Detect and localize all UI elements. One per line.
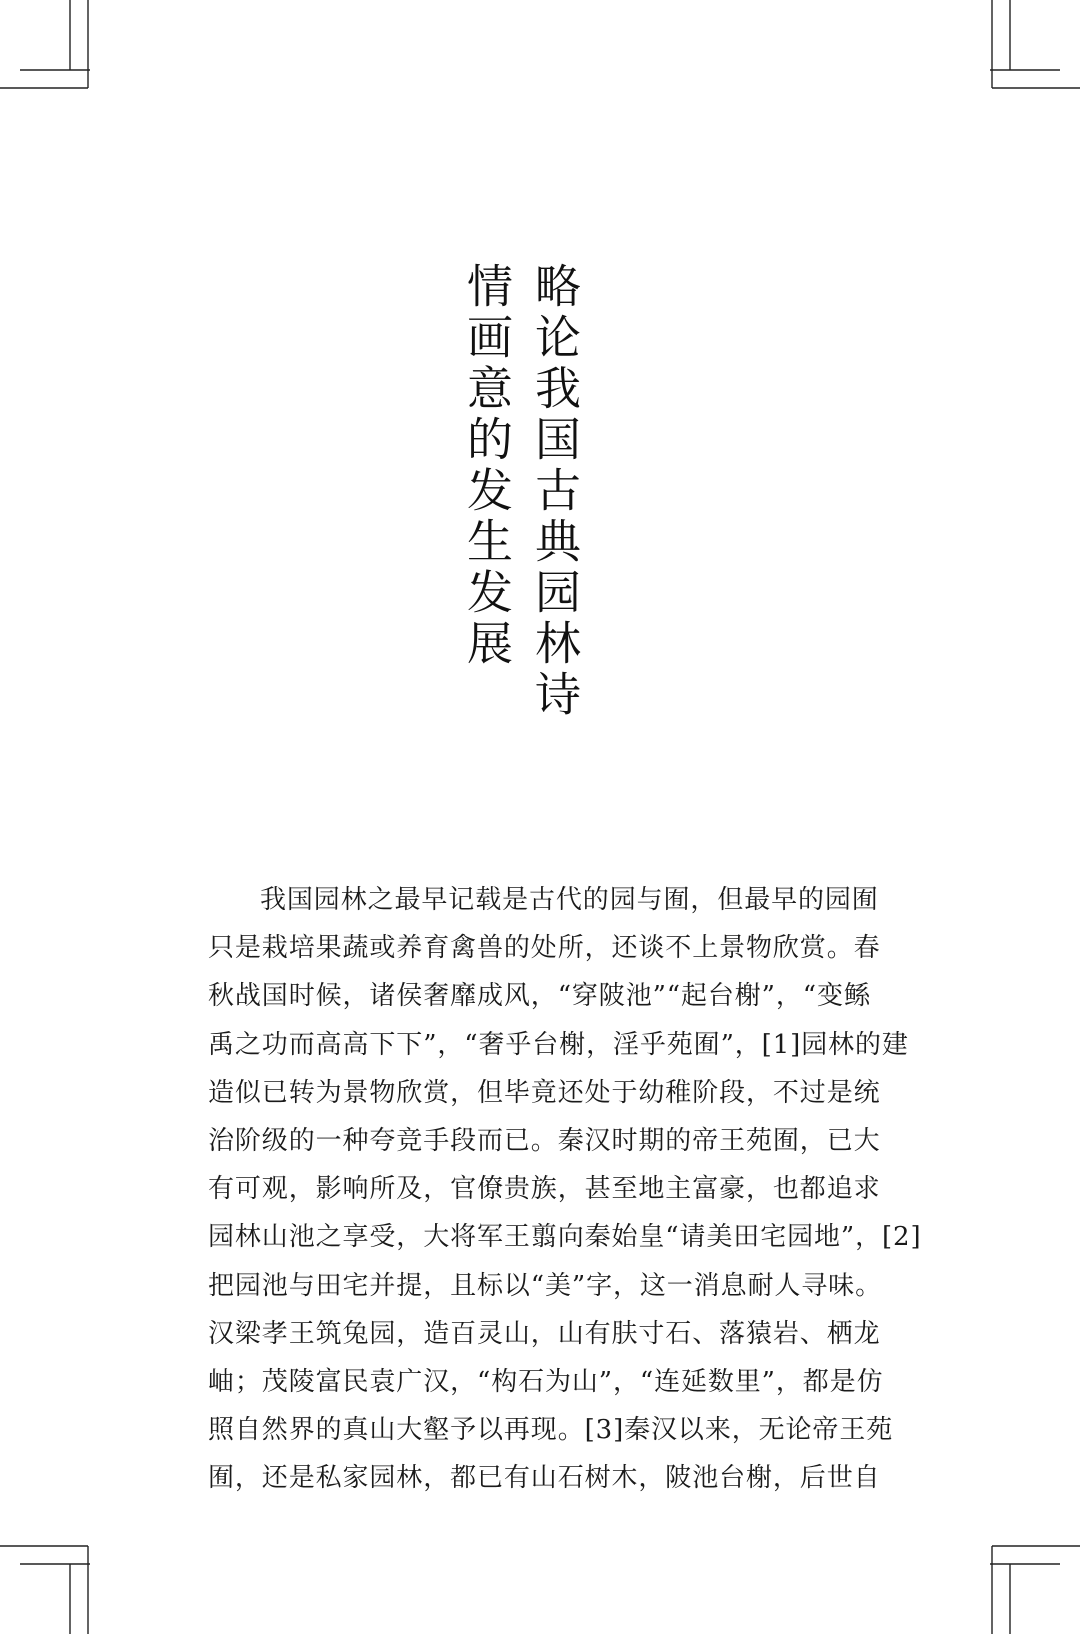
body-line: 汉梁孝王筑兔园，造百灵山，山有肤寸石、落猿岩、栖龙 [208, 1318, 881, 1349]
chapter-title [460, 262, 582, 721]
crop-mark-bottom-right [990, 1544, 1080, 1634]
body-paragraph [208, 876, 922, 1502]
body-line: 只是栽培果蔬或养育禽兽的处所，还谈不上景物欣赏。春 [208, 933, 881, 964]
crop-mark-bottom-left [0, 1544, 90, 1634]
body-line: 我国园林之最早记载是古代的园与囿，但最早的园囿 [260, 885, 879, 915]
body-line: 禹之功而高高下下”，“奢乎台榭，淫乎苑囿”，[1]园林的建 [208, 1029, 909, 1060]
title-column-1: 略论我国古典园林诗 [528, 262, 582, 721]
body-line: 造似已转为景物欣赏，但毕竟还处于幼稚阶段，不过是统 [208, 1077, 881, 1108]
body-line: 治阶级的一种夸竞手段而已。秦汉时期的帝王苑囿，已大 [208, 1125, 881, 1156]
body-line: 照自然界的真山大壑予以再现。[3]秦汉以来，无论帝王苑 [208, 1415, 894, 1446]
body-line: 秋战国时候，诸侯奢靡成风，“穿陂池”“起台榭”，“变鲧 [208, 981, 871, 1012]
crop-mark-top-right [990, 0, 1080, 90]
body-line: 有可观，影响所及，官僚贵族，甚至地主富豪，也都追求 [208, 1174, 881, 1205]
body-line: 园林山池之享受，大将军王翦向秦始皇“请美田宅园地”，[2] [208, 1222, 922, 1253]
body-line: 把园池与田宅并提，且标以“美”字，这一消息耐人寻味。 [208, 1270, 882, 1301]
body-line: 岫；茂陵富民袁广汉，“构石为山”，“连延数里”，都是仿 [208, 1366, 884, 1397]
body-line: 囿，还是私家园林，都已有山石树木，陂池台榭，后世自 [208, 1463, 881, 1494]
title-column-2: 情画意的发生发展 [460, 262, 514, 670]
crop-mark-top-left [0, 0, 90, 90]
